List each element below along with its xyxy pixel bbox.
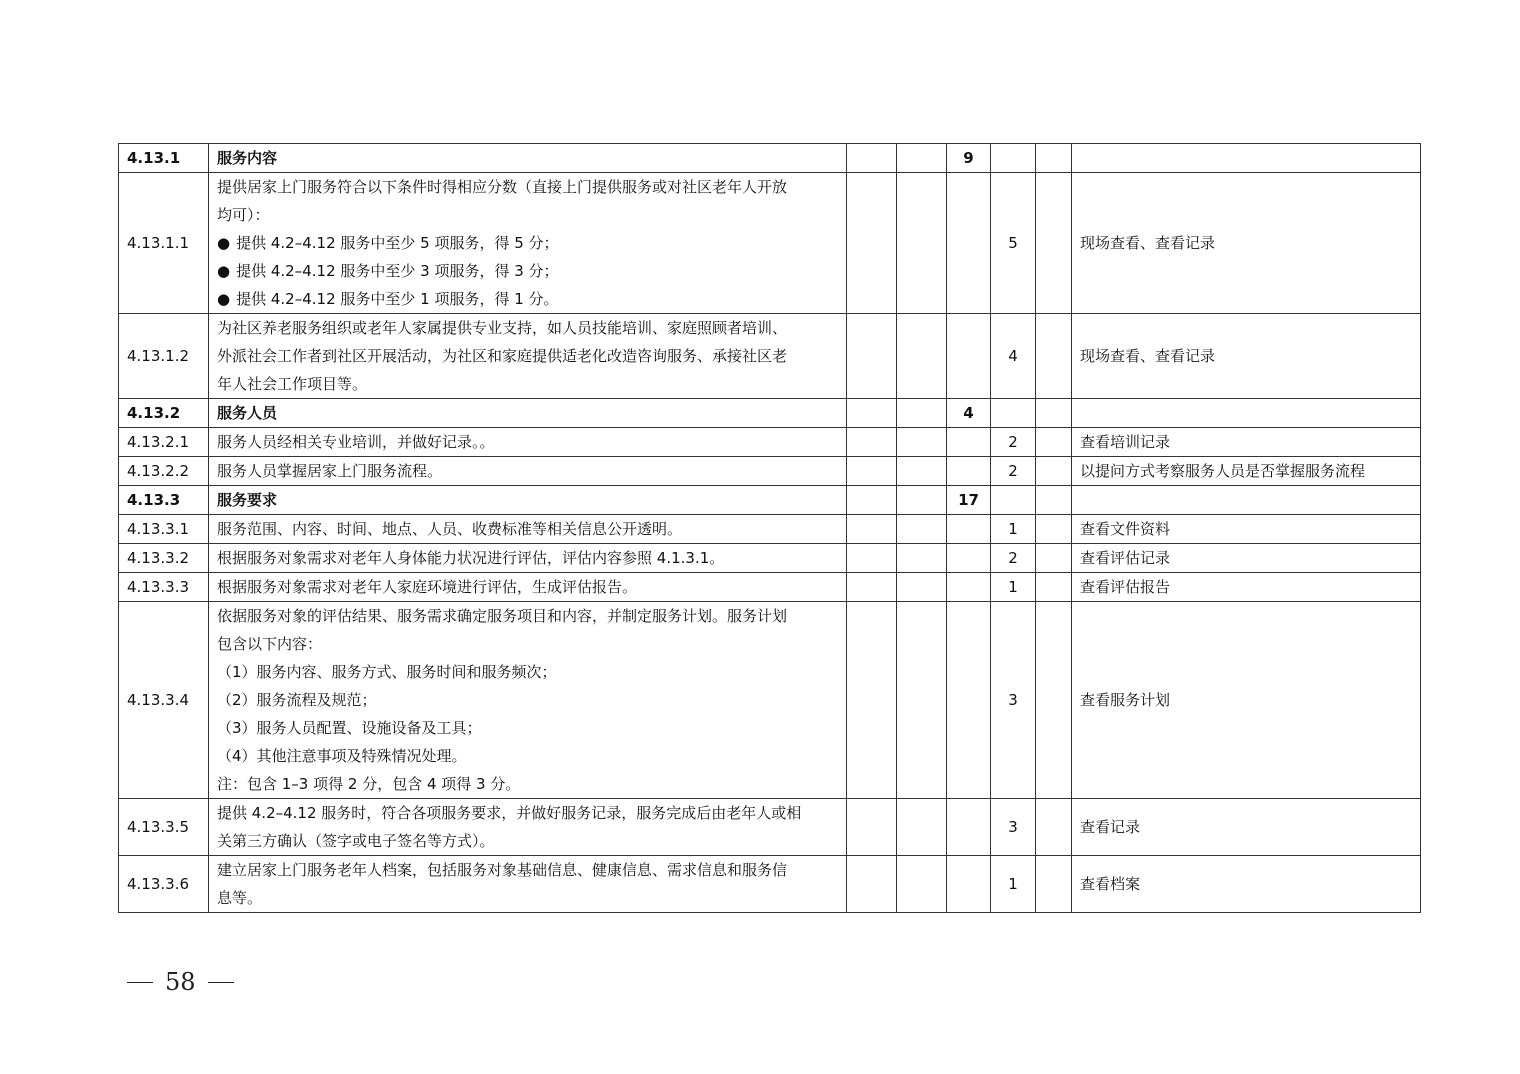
table-row xyxy=(119,314,1421,399)
bullet-icon: ● xyxy=(217,290,231,308)
item-code: 4.13.3 xyxy=(119,486,209,515)
list-item: ● 提供 4.2–4.12 服务中至少 5 项服务，得 5 分； xyxy=(217,234,559,252)
item-score: 2 xyxy=(991,428,1036,457)
item-code: 4.13.3.3 xyxy=(119,573,209,602)
table-row xyxy=(119,544,1421,573)
item-description: 为社区养老服务组织或老年人家属提供专业支持，如人员技能培训、家庭照顾者培训、 外派社会工作者到社区开展活动，为社区和家庭提供适老化改造咨询服务、承接社区老 年人社会工作项目等。 xyxy=(209,314,847,399)
list-item: ● 提供 4.2–4.12 服务中至少 3 项服务，得 3 分； xyxy=(217,262,559,280)
section-title: 服务要求 xyxy=(209,486,847,515)
item-code: 4.13.2.2 xyxy=(119,457,209,486)
table-row xyxy=(119,399,1421,428)
item-score: 2 xyxy=(991,544,1036,573)
item-description: 提供居家上门服务符合以下条件时得相应分数（直接上门提供服务或对社区老年人开放 均可）： ● 提供 4.2–4.12 服务中至少 5 项服务，得 5 分； ● 提供 4.2–4.12 服务中至少 3 项服务，得 3 分； ● 提供 4.2–4.12 服务中至少 1 项服务，得 1 分。 xyxy=(209,173,847,314)
item-description: 根据服务对象需求对老年人家庭环境进行评估，生成评估报告。 xyxy=(209,573,847,602)
assessment-method: 查看记录 xyxy=(1072,799,1421,856)
section-score: 4 xyxy=(947,399,991,428)
table-row xyxy=(119,173,1421,314)
item-description: 服务范围、内容、时间、地点、人员、收费标准等相关信息公开透明。 xyxy=(209,515,847,544)
item-code: 4.13.1.2 xyxy=(119,314,209,399)
item-code: 4.13.3.1 xyxy=(119,515,209,544)
table-row xyxy=(119,428,1421,457)
item-score: 3 xyxy=(991,602,1036,799)
table-row xyxy=(119,573,1421,602)
assessment-method: 查看档案 xyxy=(1072,856,1421,913)
item-description: 服务人员掌握居家上门服务流程。 xyxy=(209,457,847,486)
item-description: 服务人员经相关专业培训，并做好记录。。 xyxy=(209,428,847,457)
item-code: 4.13.3.4 xyxy=(119,602,209,799)
section-title: 服务内容 xyxy=(209,144,847,173)
table-row xyxy=(119,144,1421,173)
bullet-icon: ● xyxy=(217,262,231,280)
item-description: 根据服务对象需求对老年人身体能力状况进行评估，评估内容参照 4.1.3.1。 xyxy=(209,544,847,573)
section-score: 17 xyxy=(947,486,991,515)
item-description: 建立居家上门服务老年人档案，包括服务对象基础信息、健康信息、需求信息和服务信 息等。 xyxy=(209,856,847,913)
item-score: 5 xyxy=(991,173,1036,314)
item-score: 1 xyxy=(991,856,1036,913)
footer-dash-right xyxy=(208,982,234,983)
assessment-method: 查看文件资料 xyxy=(1072,515,1421,544)
list-item: ● 提供 4.2–4.12 服务中至少 1 项服务，得 1 分。 xyxy=(217,290,559,308)
item-code: 4.13.2 xyxy=(119,399,209,428)
table-row xyxy=(119,856,1421,913)
item-code: 4.13.1.1 xyxy=(119,173,209,314)
assessment-method: 现场查看、查看记录 xyxy=(1072,314,1421,399)
table-row xyxy=(119,515,1421,544)
section-score: 9 xyxy=(947,144,991,173)
table-row xyxy=(119,799,1421,856)
assessment-method: 查看培训记录 xyxy=(1072,428,1421,457)
item-score: 4 xyxy=(991,314,1036,399)
assessment-method: 查看评估报告 xyxy=(1072,573,1421,602)
page-footer xyxy=(127,968,234,996)
assessment-method: 现场查看、查看记录 xyxy=(1072,173,1421,314)
table-row xyxy=(119,486,1421,515)
assessment-method: 以提问方式考察服务人员是否掌握服务流程 xyxy=(1072,457,1421,486)
item-description: 提供 4.2–4.12 服务时，符合各项服务要求，并做好服务记录，服务完成后由老年人或相 关第三方确认（签字或电子签名等方式）。 xyxy=(209,799,847,856)
item-score: 2 xyxy=(991,457,1036,486)
item-score: 1 xyxy=(991,573,1036,602)
item-description: 依据服务对象的评估结果、服务需求确定服务项目和内容，并制定服务计划。服务计划 包含以下内容： （1）服务内容、服务方式、服务时间和服务频次； （2）服务流程及规范； （3）服务人员配置、设施设备及工具； （4）其他注意事项及特殊情况处理。 注：包含 1–3 项得 2 分，包含 4 项得 3 分。 xyxy=(209,602,847,799)
item-code: 4.13.3.5 xyxy=(119,799,209,856)
table-row xyxy=(119,602,1421,799)
item-code: 4.13.3.2 xyxy=(119,544,209,573)
scoring-table xyxy=(118,143,1421,913)
item-code: 4.13.2.1 xyxy=(119,428,209,457)
item-score: 1 xyxy=(991,515,1036,544)
page-number: 58 xyxy=(165,968,196,996)
item-code: 4.13.1 xyxy=(119,144,209,173)
table-row xyxy=(119,457,1421,486)
item-code: 4.13.3.6 xyxy=(119,856,209,913)
item-score: 3 xyxy=(991,799,1036,856)
footer-dash-left xyxy=(127,982,153,983)
assessment-method: 查看服务计划 xyxy=(1072,602,1421,799)
assessment-method: 查看评估记录 xyxy=(1072,544,1421,573)
bullet-icon: ● xyxy=(217,234,231,252)
section-title: 服务人员 xyxy=(209,399,847,428)
